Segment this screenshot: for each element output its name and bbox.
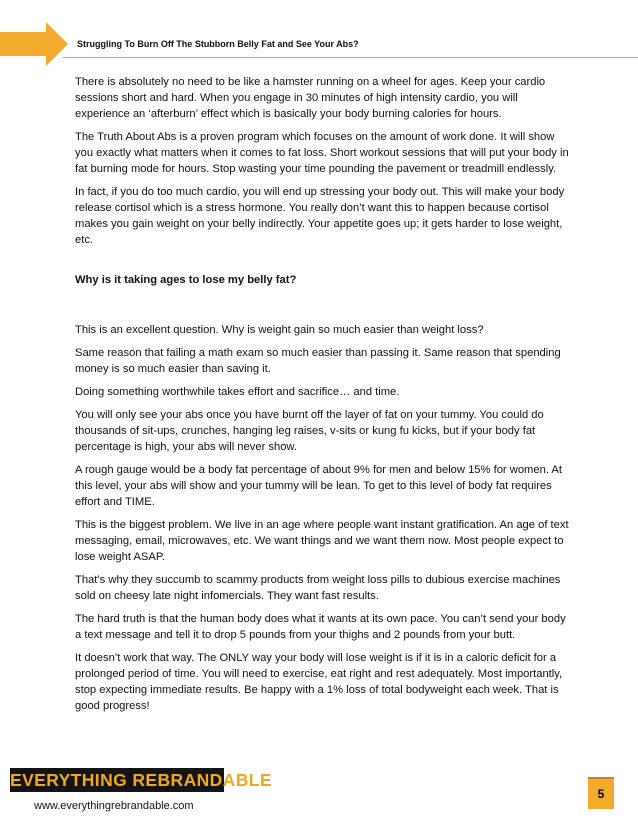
paragraph: You will only see your abs once you have burnt off the layer of fat on your tummy. You could do thousands of sit-ups, crunches, hanging leg raises, v-sits or kung fu kicks, but if your body fat percentage is high, your abs will never show. [75, 409, 544, 453]
page-header-title: Struggling To Burn Off The Stubborn Belly Fat and See Your Abs? [77, 39, 359, 49]
paragraph: In fact, if you do too much cardio, you will end up stressing your body out. This will make your body release cortisol which is a stress hormone. You really don’t want this to happen because cortisol makes you gain weight on your belly indirectly. Your appetite goes up; it gets harder to lose weight, etc. [75, 186, 565, 246]
paragraph: Same reason that failing a math exam so much easier than passing it. Same reason that spending money is so much easier than saving it. [75, 347, 561, 375]
footer-url: www.everythingrebrandable.com [34, 800, 194, 812]
paragraph: The Truth About Abs is a proven program which focuses on the amount of work done. It will show you exactly what matters when it comes to fat loss. Short workout sessions that will put your body in fat burning mode for hours. Stop wasting your time pounding the pavement or treadmill endlessly. [75, 131, 569, 175]
paragraph: There is absolutely no need to be like a hamster running on a wheel for ages. Keep your cardio sessions short and hard. When you engage in 30 minutes of high intensity cardio, you will experience an ‘afterburn’ effect which is basically your body burning calories for hours. [75, 76, 546, 120]
paragraph: It doesn’t work that way. The ONLY way your body will lose weight is if it is in a caloric deficit for a prolonged period of time. You will need to exercise, eat right and rest adequately. Most importantly, stop expecting immediate results. Be happy with a 1% loss of total bodyweight each week. That is good progress! [75, 652, 563, 712]
body-text [75, 74, 575, 721]
page-number-badge: 5 [588, 777, 614, 809]
paragraph: This is the biggest problem. We live in an age where people want instant gratification. An age of text messaging, email, microwaves, etc. We want things and we want them now. Most people expect to lose weight ASAP. [75, 519, 569, 563]
paragraph: The hard truth is that the human body does what it wants at its own pace. You can’t send your body a text message and tell it to drop 5 pounds from your thighs and 2 pounds from your butt. [75, 613, 566, 641]
brand-logo: EVERYTHING REBRANDABLE [10, 770, 272, 790]
header-arrow-icon [0, 22, 70, 66]
header-divider [63, 57, 638, 58]
paragraph: This is an excellent question. Why is weight gain so much easier than weight loss? [75, 324, 484, 336]
paragraph: Doing something worthwhile takes effort and sacrifice… and time. [75, 386, 400, 398]
section-heading: Why is it taking ages to lose my belly fat? [75, 274, 297, 286]
paragraph: A rough gauge would be a body fat percentage of about 9% for men and below 15% for women. At this level, your abs will show and your tummy will be lean. To get to this level of body fat requires effort and TIME. [75, 464, 562, 508]
paragraph: That’s why they succumb to scammy products from weight loss pills to dubious exercise machines sold on cheesy late night infomercials. They want fast results. [75, 574, 561, 602]
